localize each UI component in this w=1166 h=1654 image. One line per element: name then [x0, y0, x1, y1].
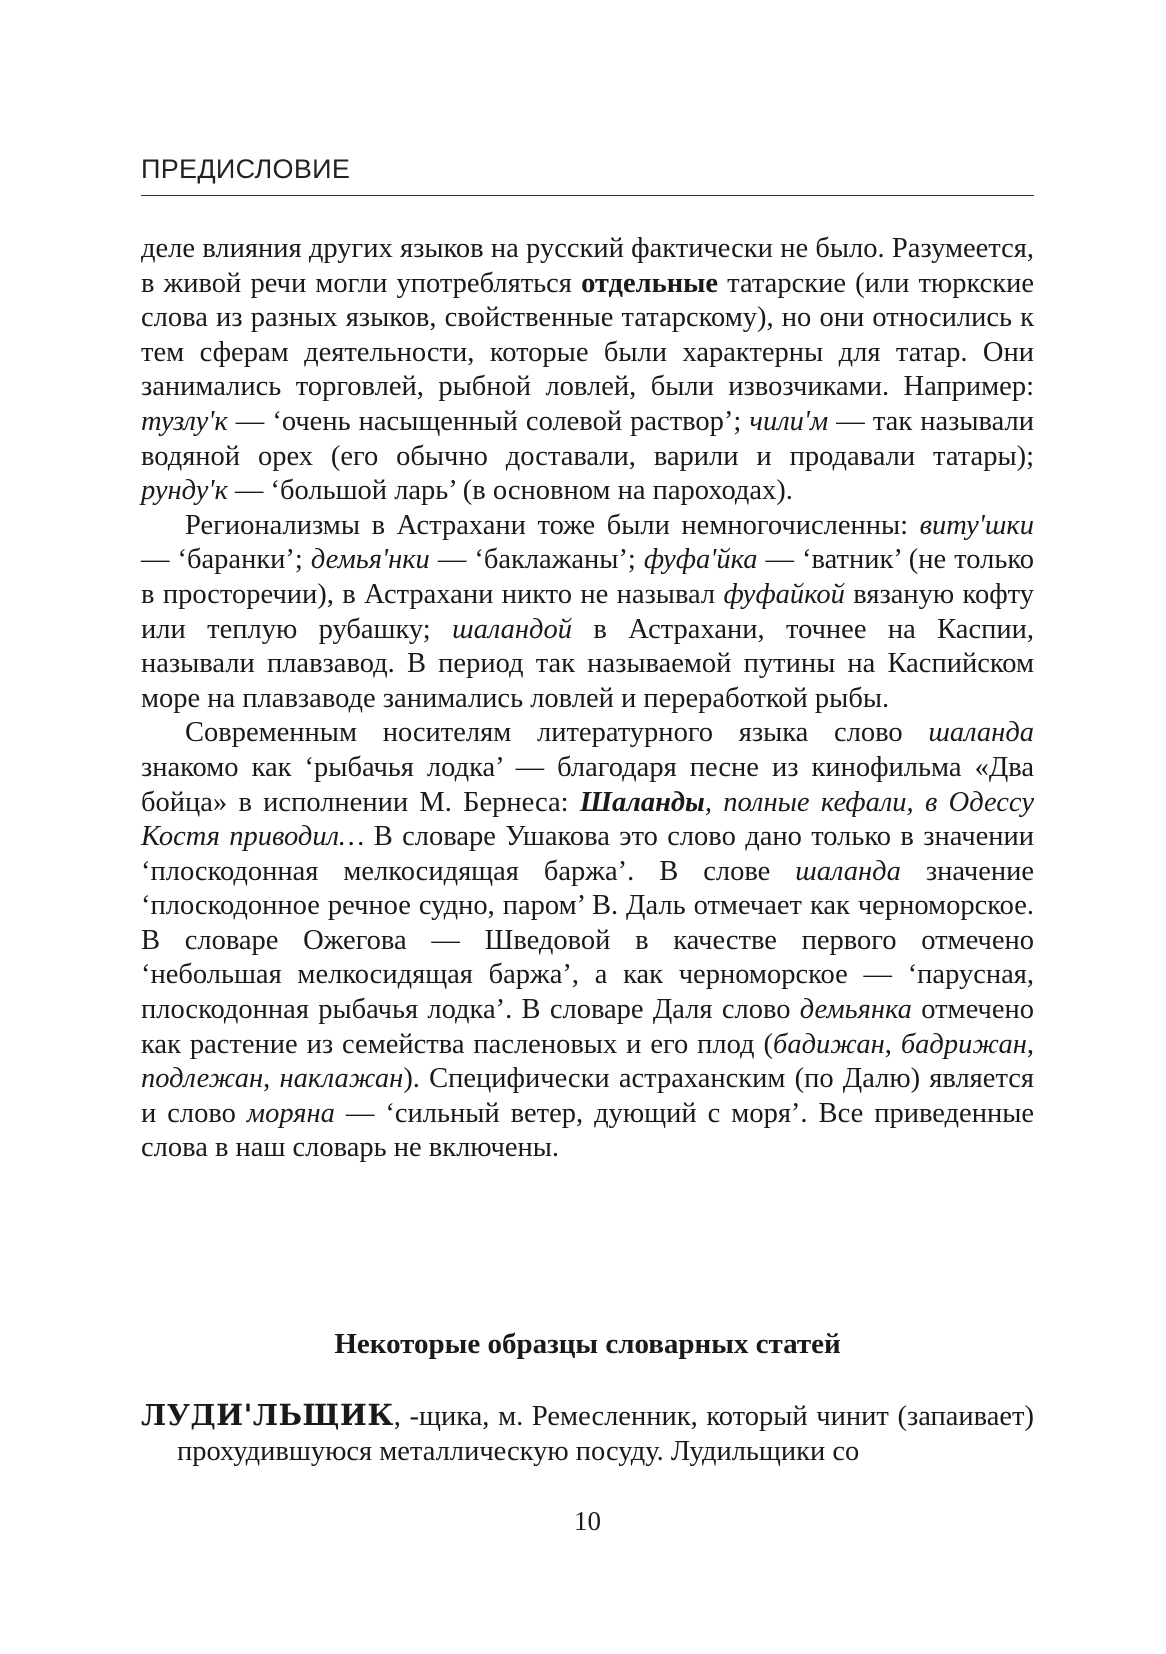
text-run: фуфайкой: [723, 578, 845, 610]
text-run: ,: [263, 1063, 280, 1095]
text-run: — ‘большой ларь’ (в основном на пароходах).: [227, 475, 793, 507]
text-run: тузлу'к: [141, 405, 228, 437]
text-run: — ‘ватник’ (не только в просторечии), в Астрахани никто не называл: [141, 544, 1034, 610]
text-run: — так называли водяной орех (его обычно доставали, варили и продавали татары);: [141, 405, 1034, 472]
text-run: , полные кефали, в Одессу Костя приводил…: [141, 786, 1034, 853]
text-run: рунду'к: [141, 475, 228, 507]
text-run: — ‘баранки’;: [141, 544, 311, 576]
text-run: демьянка: [799, 994, 912, 1026]
page-number: 10: [574, 1506, 601, 1536]
text-run: виту'шки: [919, 509, 1034, 541]
text-run: демья'нки: [310, 544, 430, 576]
text-run: ). Специфически астраханским (по Далю) является и слово: [141, 1063, 1035, 1129]
text-run: Современным носителям литературного языка слово: [185, 717, 929, 749]
entry-definition: , -щика, м. Ремесленник, который чинит (запаивает) прохудившуюся металлическую посуду. Лудильщики со: [177, 1401, 1034, 1467]
text-run: моряна: [246, 1097, 335, 1129]
paragraph: [141, 509, 1034, 717]
paragraph: [141, 232, 1034, 509]
text-run: в Астрахани, точнее на Каспии, называли плавзавод. В период так называемой путины на Каспийском море на плавзаводе занимались ловлей и переработкой рыбы.: [141, 613, 1034, 714]
text-run: Шаланды: [579, 786, 705, 818]
text-run: — ‘баклажаны’;: [429, 544, 644, 576]
dictionary-entry: [141, 1398, 1034, 1469]
text-run: шаланда: [795, 855, 901, 887]
text-run: — ‘сильный ветер, дующий с моря’. Все приведенные слова в наш словарь не включены.: [141, 1097, 1034, 1164]
text-run: деле влияния других языков на русский фактически не было. Разумеется, в живой речи могли употребляться: [141, 233, 1034, 299]
text-run: ,: [884, 1028, 901, 1060]
text-run: чили'м: [749, 405, 829, 437]
text-run: шаландой: [452, 613, 572, 645]
text-run: — ‘очень насыщенный солевой раствор’;: [227, 405, 750, 437]
text-run: подлежан: [141, 1063, 264, 1095]
text-run: отмечено как растение из семейства пасленовых и его плод (: [141, 994, 1034, 1060]
text-run: татарские (или тюркские слова из разных языков, свойственные татарскому), но они относились к тем сферам деятельности, которые были характерны для татар. Они занимались торговлей, рыбной ловлей, были извозчиками. Например:: [141, 267, 1034, 403]
text-run: шаланда: [928, 717, 1034, 749]
entry-headword: ЛУДИ'ЛЬЩИК: [141, 1398, 394, 1432]
body-text: [141, 232, 1034, 1166]
text-run: наклажан: [279, 1063, 404, 1095]
paragraph: [141, 716, 1034, 1166]
text-run: значение ‘плоскодонное речное судно, паром’ В. Даль отмечает как черноморское. В словаре Ожегова — Шведовой в качестве первого отмечено ‘небольшая мелкосидящая баржа’, а как черноморское — ‘парусная, плоскодонная рыбачья лодка’. В словаре Даля слово: [141, 855, 1034, 1026]
header-rule: [141, 195, 1034, 196]
text-run: бадрижан: [900, 1028, 1027, 1060]
text-run: знакомо как ‘рыбачья лодка’ — благодаря песне из кинофильма «Два бойца» в исполнении М. Бернеса:: [141, 751, 1034, 818]
text-run: фуфа'йка: [643, 544, 758, 576]
text-run: вязаную кофту или теплую рубашку;: [141, 578, 1034, 645]
text-run: ,: [1026, 1028, 1034, 1060]
section-title: Некоторые образцы словарных статей: [334, 1328, 841, 1360]
text-run: отдельные: [581, 267, 719, 299]
text-run: Регионализмы в Астрахани тоже были немногочисленны:: [185, 509, 920, 541]
running-title: ПРЕДИСЛОВИЕ: [141, 154, 351, 184]
text-run: бадижан: [772, 1028, 885, 1060]
text-run: В словаре Ушакова это слово дано только в значении ‘плоскодонная мелкосидящая баржа’. В слове: [141, 821, 1034, 887]
